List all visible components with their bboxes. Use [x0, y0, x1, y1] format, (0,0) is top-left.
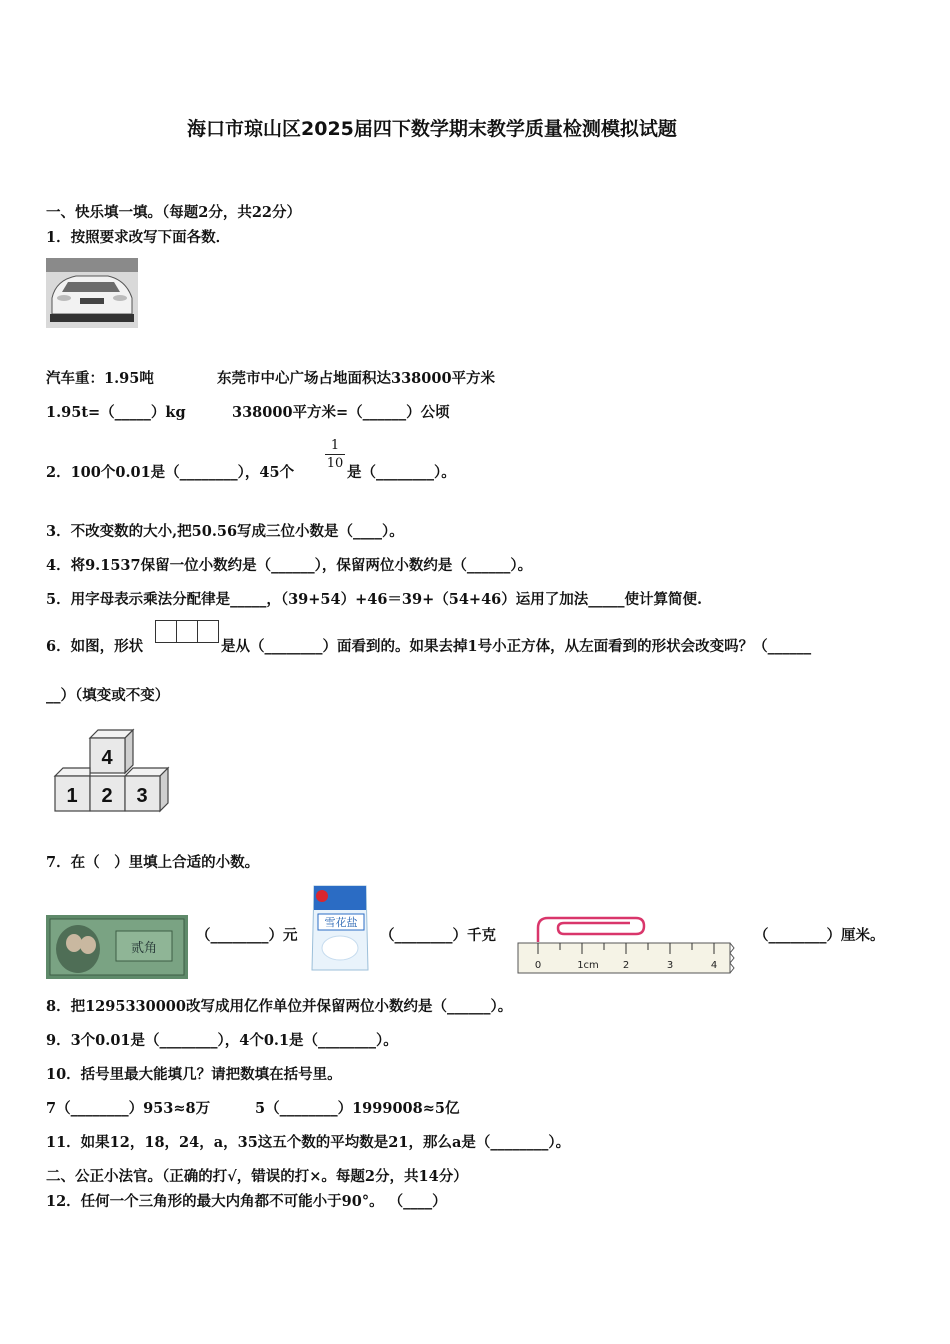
question-12: 12．任何一个三角形的最大内角都不可能小于90°。 （____） [46, 1193, 447, 1210]
question-6-part1: 6．如图，形状 [46, 638, 144, 655]
car-weight-text: 汽车重：1.95吨 [46, 370, 154, 387]
question-2-part2: 是（________）。 [347, 464, 456, 481]
question-8: 8．把1295330000改写成用亿作单位并保留两位小数约是（______）。 [46, 998, 513, 1015]
ruler-tick-2: 2 [622, 960, 630, 971]
q7-blank-cm: （________）厘米。 [754, 927, 885, 944]
question-1-stem: 1．按照要求改写下面各数． [46, 229, 231, 246]
question-4: 4．将9.1537保留一位小数约是（______），保留两位小数约是（______）。 [46, 557, 533, 574]
car-photo [46, 258, 138, 328]
cube-label-3: 3 [136, 785, 148, 807]
fraction-one-tenth [325, 438, 345, 471]
cube-label-4: 4 [101, 747, 113, 769]
cube-figure [53, 729, 183, 819]
question-3: 3．不改变数的大小,把50.56写成三位小数是（____）。 [46, 523, 404, 540]
ruler-tick-1cm: 1cm [577, 960, 599, 971]
question-5: 5．用字母表示乘法分配律是_____，（39+54）+46＝39+（54+46）运用了加法_____使计算简便. [46, 591, 703, 608]
salt-bag-image [308, 882, 372, 974]
ruler-tick-3: 3 [666, 960, 674, 971]
square-area-text: 东莞市中心广场占地面积达338000平方米 [217, 370, 496, 387]
q1-answer-left: 1.95t=（_____）kg [46, 404, 186, 421]
q1-answer-right: 338000平方米=（______）公顷 [232, 404, 450, 421]
question-11: 11．如果12，18，24，a，35这五个数的平均数是21，那么a是（________）。 [46, 1134, 571, 1151]
section-2-heading: 二、公正小法官。（正确的打√，错误的打×。每题2分，共14分） [46, 1168, 468, 1185]
paper-clip [538, 918, 644, 942]
banknote-image [46, 915, 188, 979]
question-10-right: 5（________）1999008≈5亿 [255, 1100, 460, 1117]
fraction-denominator: 10 [326, 456, 344, 471]
cube-label-1: 1 [66, 785, 78, 807]
salt-label: 雪花盐 [324, 916, 358, 929]
question-10-left: 7（________）953≈8万 [46, 1100, 211, 1117]
question-9: 9．3个0.01是（________），4个0.1是（________）。 [46, 1032, 398, 1049]
question-6-part3: __）（填变或不变） [46, 687, 170, 704]
page-title: 海口市琼山区2025届四下数学期末教学质量检测模拟试题 [187, 118, 677, 140]
question-6-part2: 是从（________）面看到的。如果去掉1号小正方体，从左面看到的形状会改变吗？（______ [221, 638, 812, 655]
ruler-tick-4: 4 [710, 960, 718, 971]
q7-blank-kg: （________）千克 [380, 927, 496, 944]
question-2-part1: 2．100个0.01是（________），45个 [46, 464, 295, 481]
ruler-tick-0: 0 [534, 960, 542, 971]
three-square-shape [155, 620, 221, 644]
question-7-stem: 7．在（ ）里填上合适的小数。 [46, 854, 260, 871]
ruler-with-clip-image [518, 914, 734, 974]
banknote-text: 贰角 [130, 941, 158, 956]
question-10-stem: 10．括号里最大能填几？请把数填在括号里。 [46, 1066, 342, 1083]
fraction-numerator: 1 [330, 438, 340, 453]
cube-label-2: 2 [101, 785, 113, 807]
q7-blank-yuan: （________）元 [196, 927, 298, 944]
section-1-heading: 一、快乐填一填。（每题2分，共22分） [46, 204, 302, 221]
